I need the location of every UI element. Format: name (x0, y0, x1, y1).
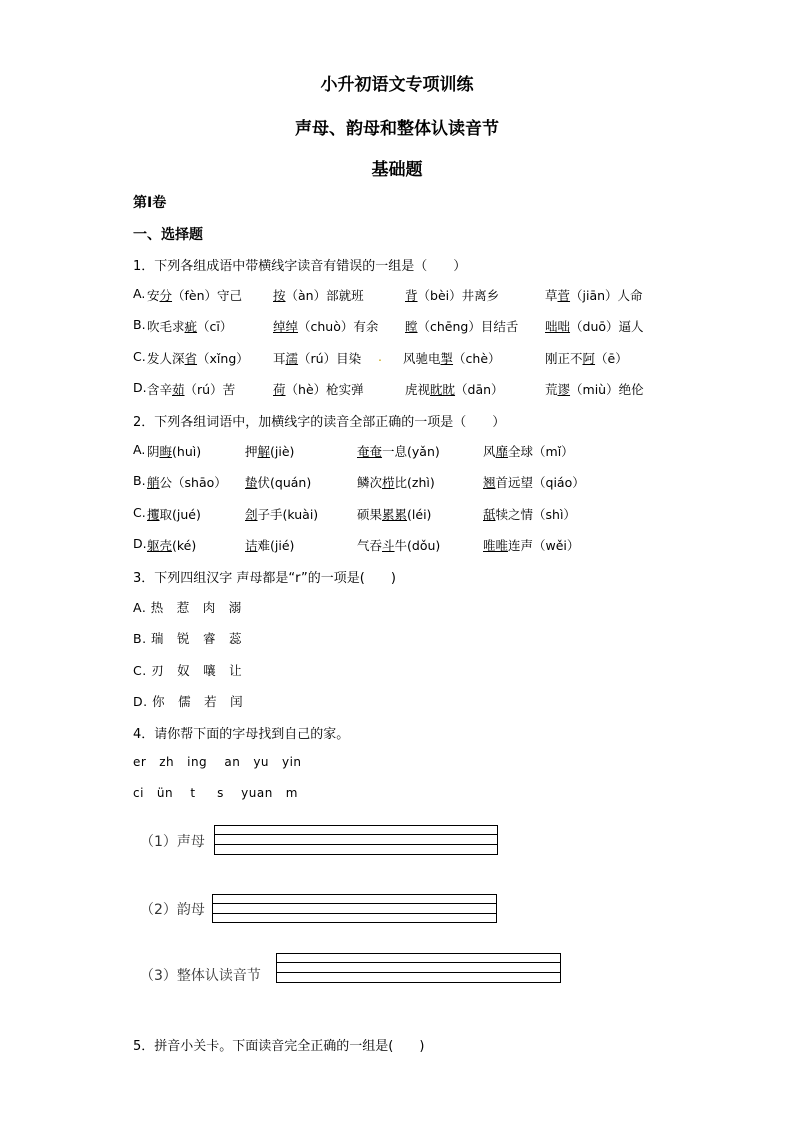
q2-b-item-1: 艄公（shāo） (147, 475, 227, 490)
volume-heading: 第I卷 (133, 195, 167, 211)
q1-a-item-3: 背（bèi）井离乡 (405, 288, 500, 303)
q2-d-item-4: 唯唯连声（wěi） (483, 538, 580, 553)
section-heading: 一、选择题 (133, 227, 203, 243)
q2-c-item-1: 攫取(jué) (147, 507, 201, 522)
option-label: B. (133, 473, 146, 488)
q2-option-d (133, 536, 693, 554)
q1-d-item-4: 荒谬（miù）绝伦 (545, 382, 644, 397)
q1-a-item-4: 草菅（jiān）人命 (545, 288, 643, 303)
doc-subtitle: 声母、韵母和整体认读音节 (295, 119, 499, 139)
q2-b-item-3: 鳞次栉比(zhì) (357, 475, 435, 490)
q4-writing-lines-initials (214, 825, 498, 855)
question-3-stem: 3．下列四组汉字 声母都是“r”的一项是( ) (133, 571, 396, 586)
doc-title: 小升初语文专项训练 (320, 75, 474, 95)
q3-option-b: B. 瑞 锐 睿 蕊 (133, 631, 243, 646)
q2-a-item-3: 奄奄一息(yǎn) (357, 444, 440, 459)
question-2-stem: 2．下列各组词语中，加横线字的读音全部正确的一项是（ ） (133, 415, 506, 430)
q4-letters-line-1: er zh ing an yu yin (133, 755, 302, 769)
q2-option-c (133, 505, 693, 523)
option-label: A. (133, 286, 146, 301)
q2-a-item-4: 风靡全球（mǐ） (483, 444, 574, 459)
q2-b-item-2: 蛰伏(quán) (245, 475, 312, 490)
q2-d-item-3: 气吞斗牛(dǒu) (357, 538, 441, 553)
q1-option-d (133, 380, 693, 398)
q2-option-a (133, 442, 693, 460)
q2-c-item-4: 舐犊之情（shì） (483, 507, 576, 522)
q1-d-item-3: 虎视眈眈（dān） (405, 382, 504, 397)
q1-c-item-3: 风驰电掣（chè） (403, 351, 501, 366)
question-4-stem: 4．请你帮下面的字母找到自己的家。 (133, 727, 350, 742)
q2-option-b (133, 473, 693, 491)
option-label: B. (133, 317, 146, 332)
option-label: C. (133, 505, 146, 520)
q1-b-item-3: 瞠（chēng）目结舌 (405, 319, 519, 334)
option-label: D. (133, 380, 147, 395)
q1-a-item-1: 安分（fèn）守己 (147, 288, 243, 303)
stray-dot: . (378, 349, 382, 364)
q1-d-item-1: 含辛茹（rú）苦 (147, 382, 236, 397)
q1-c-item-2: 耳濡（rú）目染 (273, 351, 362, 366)
q3-option-a: A. 热 惹 肉 溺 (133, 600, 242, 615)
q1-a-item-2: 按（àn）部就班 (273, 288, 364, 303)
q3-option-d: D. 你 儒 若 闰 (133, 694, 244, 709)
q4-label-whole-syllables: （3）整体认读音节 (140, 968, 261, 984)
option-label: C. (133, 349, 146, 364)
q2-a-item-2: 押解(jiè) (245, 444, 295, 459)
q4-writing-lines-finals (212, 894, 497, 923)
q4-label-initials: （1）声母 (140, 834, 205, 850)
option-label: D. (133, 536, 147, 551)
doc-level-title: 基础题 (371, 160, 423, 180)
q2-c-item-3: 硕果累累(léi) (357, 507, 432, 522)
q2-c-item-2: 刽子手(kuài) (245, 507, 319, 522)
q3-option-c: C. 刃 奴 嚷 让 (133, 663, 243, 678)
q4-letters-line-2: ci ün t s yuan m (133, 786, 298, 800)
q1-b-item-4: 咄咄（duō）逼人 (545, 319, 644, 334)
question-5-stem: 5．拼音小关卡。下面读音完全正确的一组是( ) (133, 1039, 425, 1054)
question-1-stem: 1．下列各组成语中带横线字读音有错误的一组是（ ） (133, 259, 467, 274)
q4-writing-lines-whole-syllables (276, 953, 561, 983)
q1-option-b (133, 317, 693, 335)
q2-b-item-4: 翘首远望（qiáo） (483, 475, 585, 490)
q1-option-c (133, 349, 693, 367)
q1-b-item-2: 绰绰（chuò）有余 (273, 319, 379, 334)
q2-d-item-2: 诘难(jié) (245, 538, 295, 553)
q1-option-a (133, 286, 693, 304)
q1-c-item-4: 刚正不阿（ē） (545, 351, 628, 366)
q4-label-finals: （2）韵母 (140, 902, 205, 918)
q1-d-item-2: 荷（hè）枪实弹 (273, 382, 364, 397)
option-label: A. (133, 442, 146, 457)
q1-b-item-1: 吹毛求疵（cī） (147, 319, 233, 334)
q2-d-item-1: 躯壳(ké) (147, 538, 197, 553)
q2-a-item-1: 阴晦(huì) (147, 444, 202, 459)
q1-c-item-1: 发人深省（xǐng） (147, 351, 249, 366)
